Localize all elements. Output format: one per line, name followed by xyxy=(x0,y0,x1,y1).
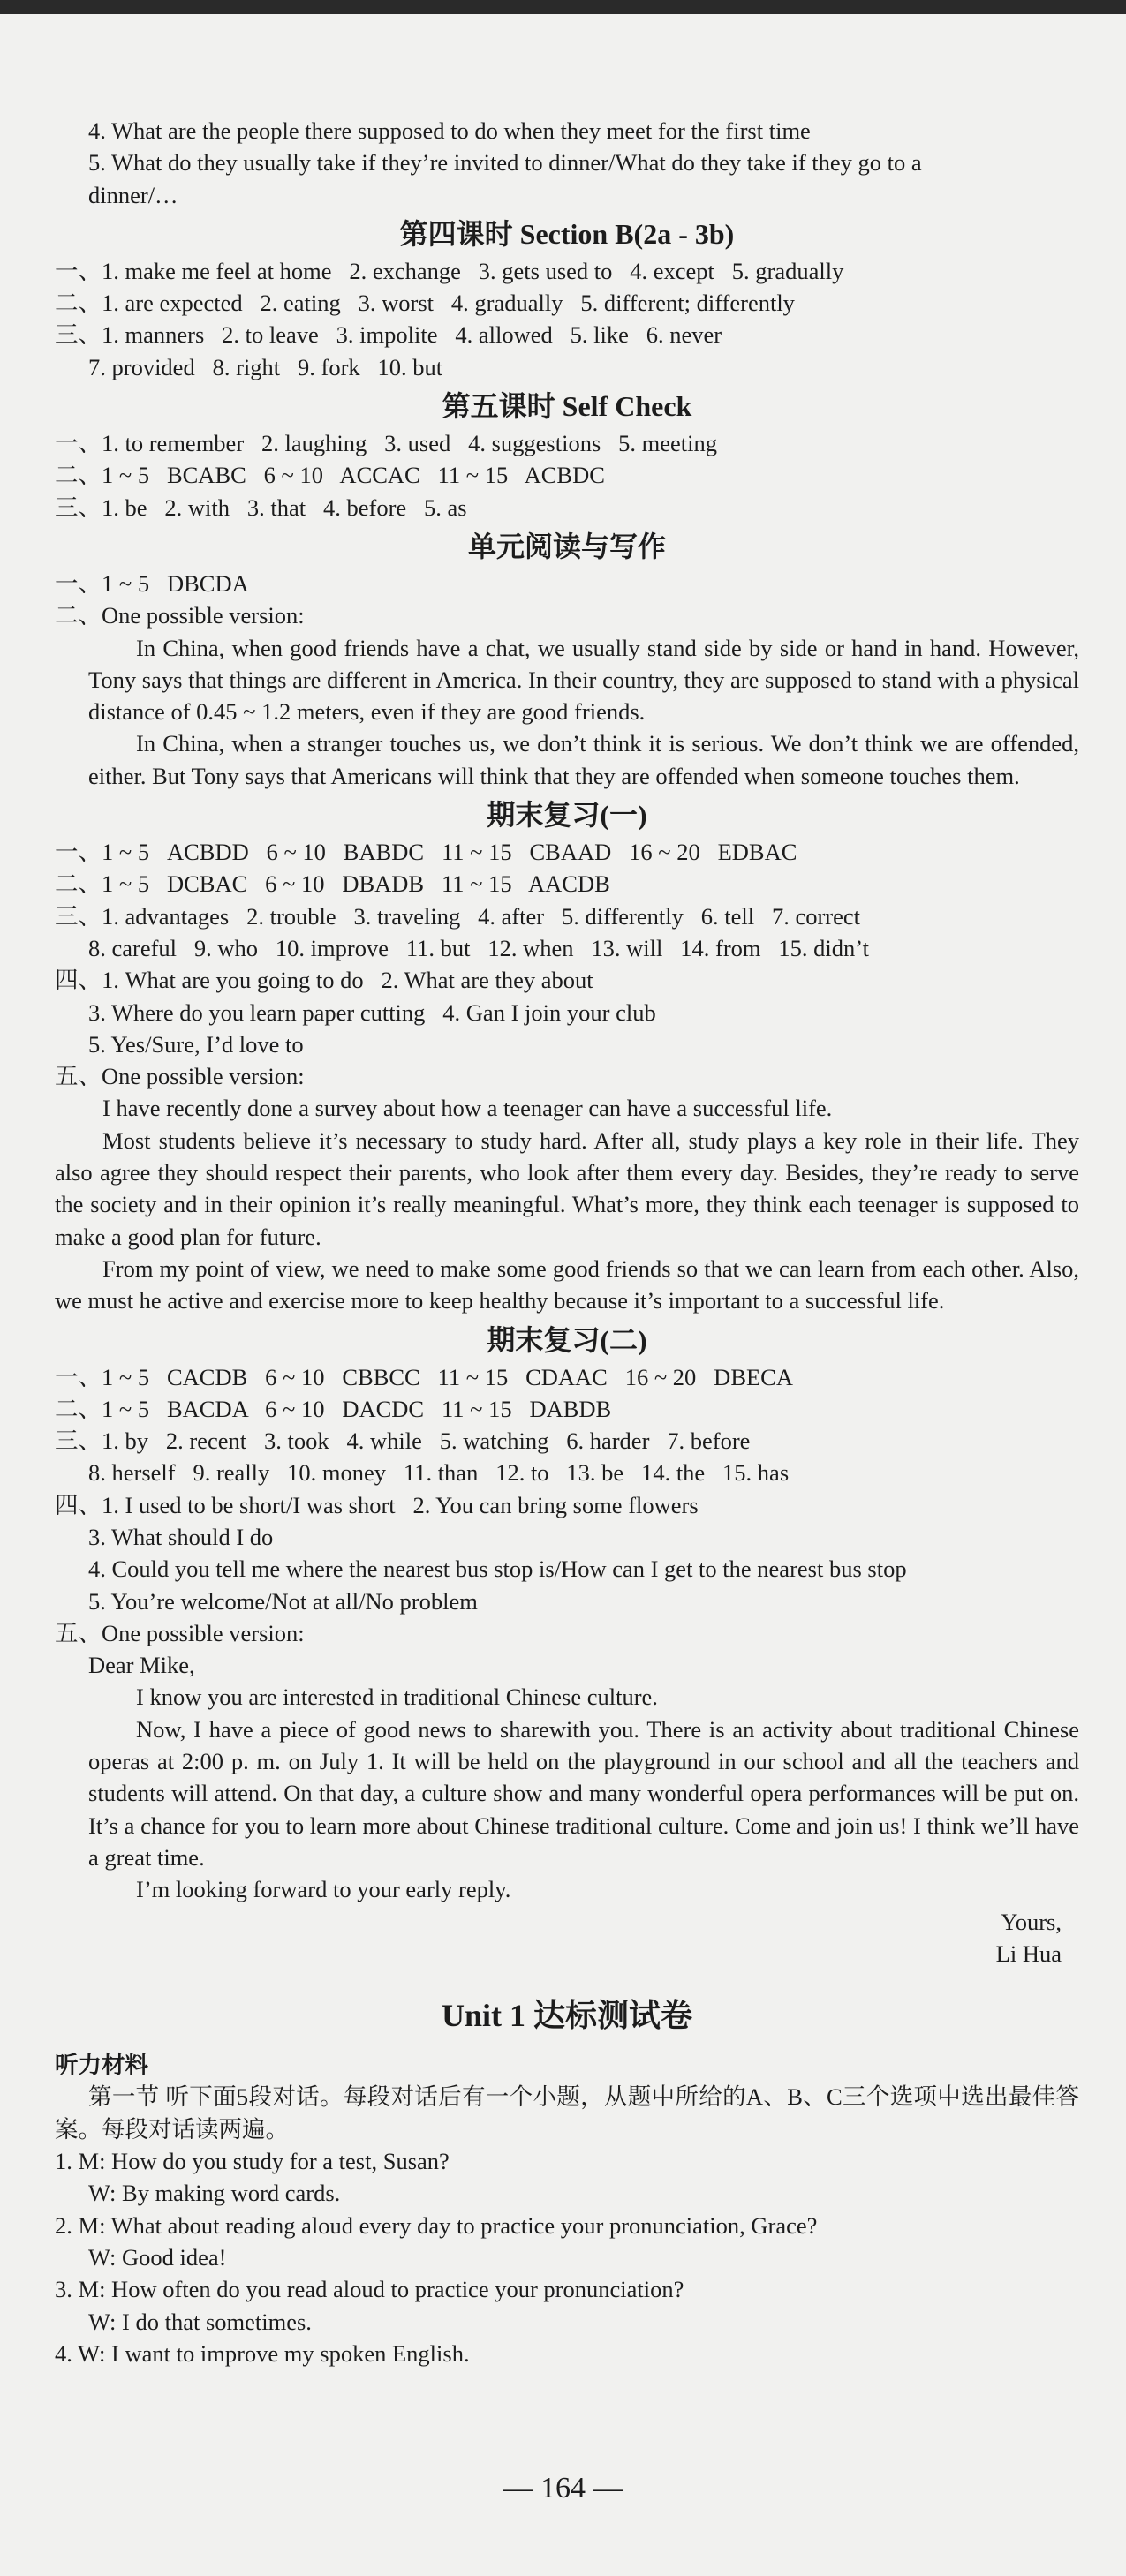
dialogue-line: W: Good idea! xyxy=(88,2243,227,2271)
answer-line: 二、1 ~ 5 DCBAC 6 ~ 10 DBADB 11 ~ 15 AACDB xyxy=(55,870,610,898)
answer-line: 一、1 ~ 5 ACBDD 6 ~ 10 BABDC 11 ~ 15 CBAAD 16 ~ 20 EDBAC xyxy=(55,839,797,866)
answer-line: 7. provided 8. right 9. fork 10. but xyxy=(88,353,443,380)
answer-line: 三、1. be 2. with 3. that 4. before 5. as xyxy=(55,493,467,521)
answer-line: 五、One possible version: xyxy=(55,1063,305,1090)
section-heading: 第五课时 Self Check xyxy=(442,390,692,423)
answer-line: 一、1. to remember 2. laughing 3. used 4. suggestions 5. meeting xyxy=(55,430,717,457)
answer-line: 5. You’re welcome/Not at all/No problem xyxy=(88,1587,478,1615)
answer-line: dinner/… xyxy=(88,181,178,208)
letter-paragraph: I’m looking forward to your early reply. xyxy=(136,1876,511,1903)
section-heading: 期末复习(二) xyxy=(487,1323,647,1356)
answer-line: 四、1. What are you going to do 2. What are they about xyxy=(55,967,593,994)
answer-line: 二、1. are expected 2. eating 3. worst 4. gradually 5. different; differently xyxy=(55,290,795,317)
essay-paragraph: In China, when good friends have a chat, we usually stand side by side or hand in hand. However, Tony says that things are different in America. In their country, they are supposed to stand with a physical distance of 0.45 ~ 1.2 meters, even if they are good friends. xyxy=(88,634,1079,726)
answer-line: 5. Yes/Sure, I’d love to xyxy=(88,1030,304,1058)
answer-line: 5. What do they usually take if they’re invited to dinner/What do they take if they go to a xyxy=(88,149,922,177)
section-heading: 第四课时 Section B(2a - 3b) xyxy=(399,217,735,250)
letter-paragraph: I know you are interested in traditional Chinese culture. xyxy=(136,1683,658,1711)
subheading: 听力材料 xyxy=(55,2052,148,2079)
essay-paragraph: Most students believe it’s necessary to study hard. After all, study plays a key role in their life. They also agree they should respect their parents, who look after them every day. Besides, they’re ready to serve the society and in their opinion it’s really meaningful. What’s more, they think each teenager is supposed to make a good plan for future. xyxy=(55,1126,1079,1250)
answer-line: 二、One possible version: xyxy=(55,602,305,629)
answer-line: 一、1 ~ 5 CACDB 6 ~ 10 CBBCC 11 ~ 15 CDAAC 16 ~ 20 DBECA xyxy=(55,1363,793,1390)
dialogue-line: 4. W: I want to improve my spoken English. xyxy=(55,2339,470,2367)
letter-paragraph: Now, I have a piece of good news to sharewith you. There is an activity about traditional Chinese operas at 2:00 p. m. on July 1. It will be held on the playground in our school and all the teachers and students will attend. On that day, a culture show and many wonderful opera performances will be put on. It’s a chance for you to learn more about Chinese traditional culture. Come and join us! I think we’ll have a great time. xyxy=(88,1715,1079,1871)
section-heading: 单元阅读与写作 xyxy=(467,530,666,562)
answer-line: 三、1. by 2. recent 3. took 4. while 5. watching 6. harder 7. before xyxy=(55,1427,751,1455)
answer-line: 三、1. advantages 2. trouble 3. traveling 4. after 5. differently 6. tell 7. correct xyxy=(55,902,861,930)
letter-signature: Li Hua xyxy=(995,1940,1062,1967)
instructions: 第一节 听下面5段对话。每段对话后有一个小题，从题中所给的A、B、C三个选项中选出最佳答案。每段对话读两遍。 xyxy=(55,2083,1079,2143)
answer-line: 二、1 ~ 5 BCABC 6 ~ 10 ACCAC 11 ~ 15 ACBDC xyxy=(55,462,605,489)
answer-line: 3. Where do you learn paper cutting 4. Gan I join your club xyxy=(88,998,656,1026)
answer-line: 四、1. I used to be short/I was short 2. You can bring some flowers xyxy=(55,1491,699,1518)
letter-greeting: Dear Mike, xyxy=(88,1652,195,1679)
answer-line: 二、1 ~ 5 BACDA 6 ~ 10 DACDC 11 ~ 15 DABDB xyxy=(55,1395,612,1422)
answer-line: 一、1. make me feel at home 2. exchange 3. gets used to 4. except 5. gradually xyxy=(55,257,844,284)
answer-page xyxy=(55,115,1079,2369)
section-heading: 期末复习(一) xyxy=(487,799,647,832)
answer-line: 一、1 ~ 5 DBCDA xyxy=(55,569,249,597)
dialogue-line: W: I do that sometimes. xyxy=(88,2308,312,2335)
essay-paragraph: From my point of view, we need to make some good friends so that we can learn from each other. Also, we must he active and exercise more to keep healthy because it’s important to a successful life. xyxy=(55,1254,1079,1314)
letter-closing: Yours, xyxy=(1001,1908,1062,1935)
answer-line: 4. Could you tell me where the nearest bus stop is/How can I get to the nearest bus stop xyxy=(88,1555,907,1583)
essay-paragraph: I have recently done a survey about how a teenager can have a successful life. xyxy=(102,1095,833,1122)
answer-line: 8. careful 9. who 10. improve 11. but 12. when 13. will 14. from 15. didn’t xyxy=(88,934,869,961)
dialogue-line: 3. M: How often do you read aloud to practice your pronunciation? xyxy=(55,2276,684,2303)
dialogue-line: W: By making word cards. xyxy=(88,2180,341,2207)
essay-paragraph: In China, when a stranger touches us, we don’t think it is serious. We don’t think we are offended, either. But Tony says that Americans will think that they are offended when someone touches them. xyxy=(88,730,1079,789)
dialogue-line: 1. M: How do you study for a test, Susan? xyxy=(55,2148,450,2175)
page-number: — 164 — xyxy=(503,2472,623,2504)
answer-line: 五、One possible version: xyxy=(55,1619,305,1646)
dialogue-line: 2. M: What about reading aloud every day to practice your pronunciation, Grace? xyxy=(55,2211,818,2239)
answer-line: 4. What are the people there supposed to do when they meet for the first time xyxy=(88,117,811,144)
page-top-edge xyxy=(0,0,1126,14)
answer-line: 3. What should I do xyxy=(88,1523,274,1550)
answer-line: 三、1. manners 2. to leave 3. impolite 4. allowed 5. like 6. never xyxy=(55,321,722,349)
unit-test-title: Unit 1 达标测试卷 xyxy=(441,1998,692,2034)
answer-line: 8. herself 9. really 10. money 11. than 12. to 13. be 14. the 15. has xyxy=(88,1459,790,1487)
